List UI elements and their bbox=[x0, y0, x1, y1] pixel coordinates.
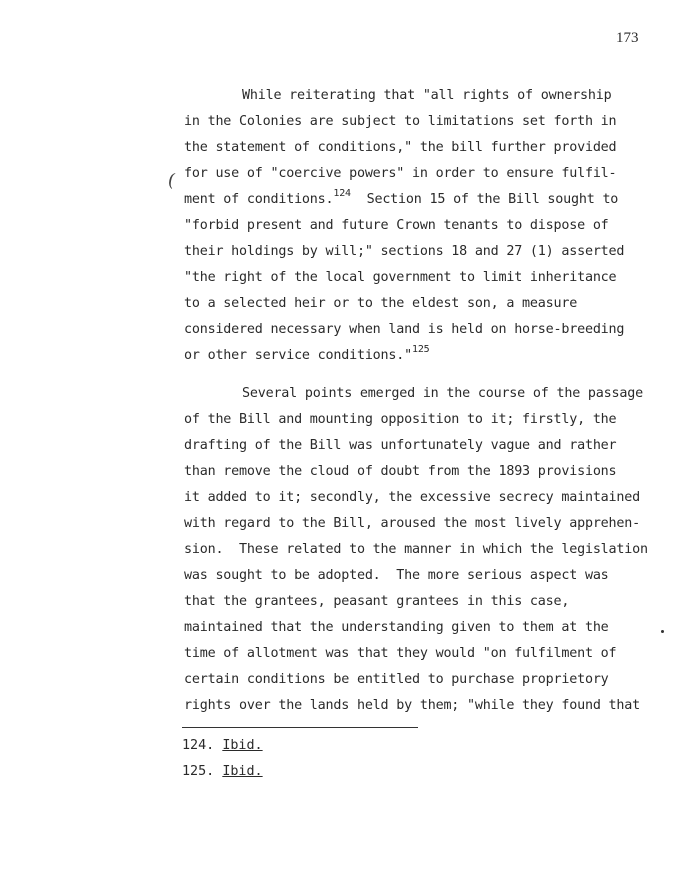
footnote bbox=[182, 764, 263, 779]
text-fragment: ment of conditions. bbox=[184, 192, 334, 207]
text-line: rights over the lands held by them; "while they found that bbox=[184, 698, 640, 713]
text-line: for use of "coercive powers" in order to ensure fulfil- bbox=[184, 166, 617, 181]
footnote-ref: 124 bbox=[333, 188, 351, 199]
text-line: that the grantees, peasant grantees in this case, bbox=[184, 594, 570, 609]
text-line: of the Bill and mounting opposition to it; firstly, the bbox=[184, 412, 617, 427]
footnote-number: 125. bbox=[182, 764, 215, 779]
footnote bbox=[182, 738, 263, 753]
text-line: their holdings by will;" sections 18 and 27 (1) asserted bbox=[184, 244, 625, 259]
footnote-number: 124. bbox=[182, 738, 215, 753]
text-line: than remove the cloud of doubt from the 1893 provisions bbox=[184, 464, 617, 479]
text-line: "the right of the local government to limit inheritance bbox=[184, 270, 617, 285]
text-line: considered necessary when land is held on horse-breeding bbox=[184, 322, 625, 337]
text-line bbox=[184, 188, 619, 207]
text-line: with regard to the Bill, aroused the most lively apprehen- bbox=[184, 516, 640, 531]
page-number: 173 bbox=[616, 30, 639, 46]
text-line: "forbid present and future Crown tenants to dispose of bbox=[184, 218, 609, 233]
text-fragment: or other service conditions." bbox=[184, 348, 412, 363]
text-line: drafting of the Bill was unfortunately vague and rather bbox=[184, 438, 617, 453]
text-line: was sought to be adopted. The more serious aspect was bbox=[184, 568, 609, 583]
text-fragment: Section 15 of the Bill sought to bbox=[366, 192, 619, 207]
text-line: maintained that the understanding given to them at the bbox=[184, 620, 609, 635]
text-line: to a selected heir or to the eldest son, a measure bbox=[184, 296, 578, 311]
footnote-separator bbox=[182, 727, 418, 728]
speck-mark bbox=[661, 630, 664, 633]
margin-mark: ( bbox=[165, 169, 178, 192]
footnote-text: Ibid. bbox=[222, 738, 263, 753]
text-line: the statement of conditions," the bill further provided bbox=[184, 140, 617, 155]
footnote-ref: 125 bbox=[412, 344, 430, 355]
text-line: it added to it; secondly, the excessive secrecy maintained bbox=[184, 490, 640, 505]
text-line: time of allotment was that they would "on fulfilment of bbox=[184, 646, 617, 661]
text-line: Several points emerged in the course of the passage bbox=[242, 386, 643, 401]
text-line: sion. These related to the manner in which the legislation bbox=[184, 542, 648, 557]
footnote-text: Ibid. bbox=[222, 764, 263, 779]
text-line: certain conditions be entitled to purchase proprietory bbox=[184, 672, 609, 687]
text-line: While reiterating that "all rights of ownership bbox=[242, 88, 612, 103]
text-line bbox=[184, 344, 430, 363]
text-line: in the Colonies are subject to limitations set forth in bbox=[184, 114, 617, 129]
